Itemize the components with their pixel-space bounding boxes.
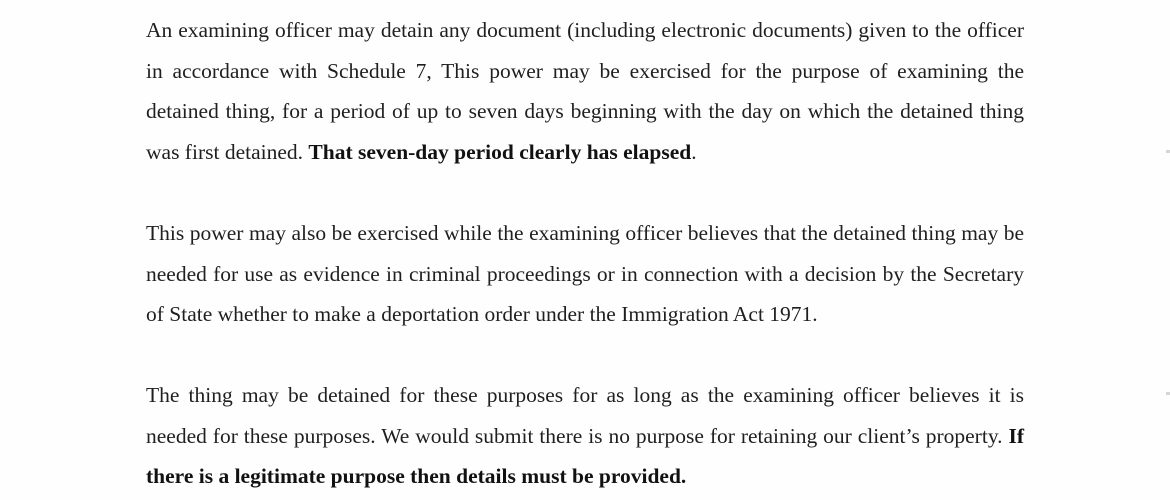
paragraph-trailing-text: . [691,139,697,164]
paragraph-bold-text: If there is a legitimate purpose then details must be provided. [146,423,1024,488]
paragraph-bold-text: That seven-day period clearly has elapsed [308,139,692,164]
scan-edge-mark [1166,392,1170,395]
paragraph-detention-period [146,10,1024,172]
paragraph-evidence-use [146,213,1024,335]
paragraph-text: The thing may be detained for these purposes for as long as the examining officer believes it is needed for these purposes. We would submit there is no purpose for retaining our client’s property. [146,383,1024,448]
paragraph-text: An examining officer may detain any document (including electronic documents) given to the officer in accordance with Schedule 7, This power may be exercised for the purpose of examining the detained thing, for a period of up to seven days beginning with the day on which the detained thing was first detained. [146,18,1024,164]
paragraph-retention-purpose [146,375,1024,497]
scan-edge-mark [1166,150,1170,153]
paragraph-text: This power may also be exercised while the examining officer believes that the detained thing may be needed for use as evidence in criminal proceedings or in connection with a decision by the Secretary of State whether to make a deportation order under the Immigration Act 1971. [146,221,1024,326]
